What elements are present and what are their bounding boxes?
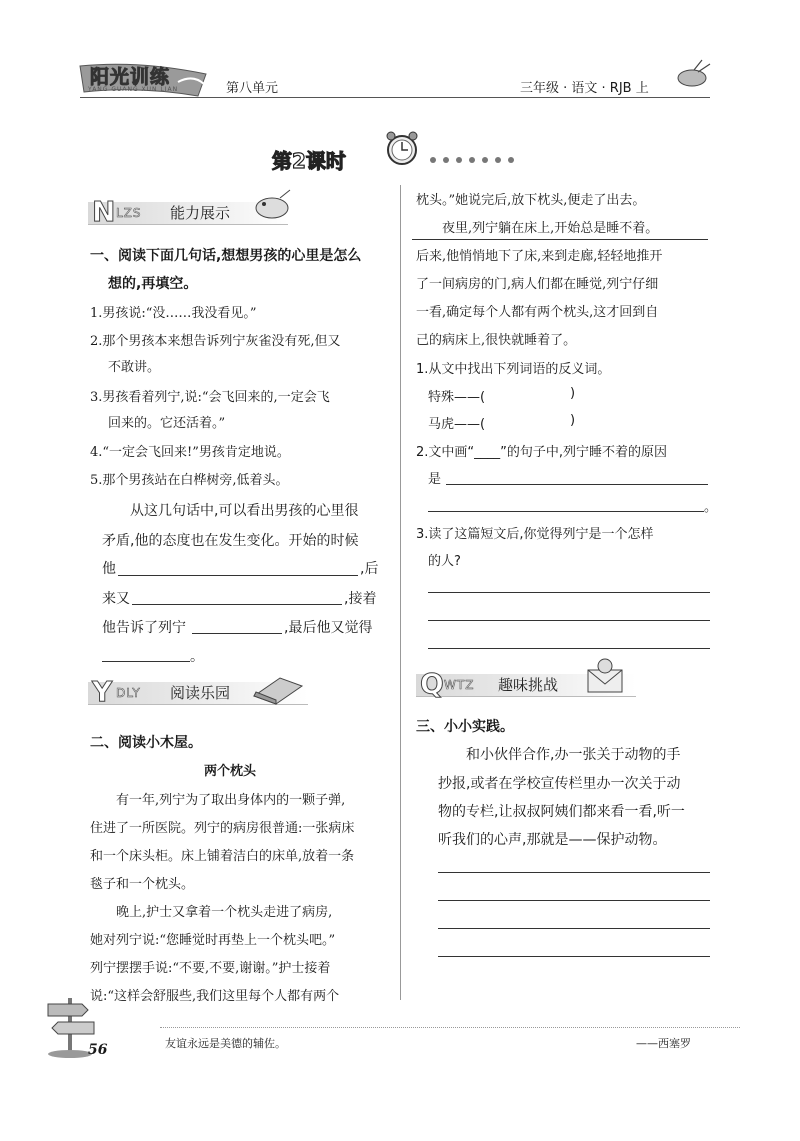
banner-title: 阅读乐园 bbox=[170, 684, 231, 702]
fill-label: 。 bbox=[190, 649, 204, 665]
antonym-prompt: 特殊——( bbox=[428, 390, 486, 405]
logo-title: 阳光训练 bbox=[90, 66, 171, 88]
sub-question-3: 3.读了这篇短文后,你觉得列宁是一个怎样 bbox=[416, 527, 654, 542]
q1-item: 回来的。它还活着。” bbox=[108, 416, 226, 431]
answer-blank[interactable] bbox=[428, 511, 704, 512]
q1-paragraph: 从这几句话中,可以看出男孩的心里很 bbox=[130, 503, 359, 519]
answer-blank[interactable] bbox=[132, 604, 342, 605]
story-line: 和一个床头柜。床上铺着洁白的床单,放着一条 bbox=[90, 849, 355, 864]
answer-blank[interactable] bbox=[192, 633, 282, 634]
period: 。 bbox=[704, 500, 718, 515]
q3-line: 物的专栏,让叔叔阿姨们都来看一看,听一 bbox=[438, 804, 685, 820]
story-line: 毯子和一个枕头。 bbox=[90, 877, 195, 892]
fill-label: ,最后他又觉得 bbox=[284, 620, 373, 636]
antonym-prompt: 马虎——( bbox=[428, 417, 486, 432]
answer-line[interactable] bbox=[438, 900, 710, 901]
page-number: 56 bbox=[88, 1042, 108, 1058]
lesson-deco-dots bbox=[428, 155, 524, 165]
answer-line[interactable] bbox=[438, 956, 710, 957]
fill-label: 他告诉了列宁 bbox=[102, 620, 186, 636]
sub-question-2: 2.文中画“____”的句子中,列宁睡不着的原因 bbox=[416, 445, 668, 460]
q3-line: 听我们的心声,那就是——保护动物。 bbox=[438, 832, 667, 848]
grade-label: 三年级 · 语文 · RJB 上 bbox=[520, 81, 649, 96]
story-line: 了一间病房的门,病人们都在睡觉,列宁仔细 bbox=[416, 277, 659, 292]
story-line: 她对列宁说:“您睡觉时再垫上一个枕头吧。” bbox=[90, 933, 336, 948]
sub-question-1: 1.从文中找出下列词语的反义词。 bbox=[416, 362, 611, 377]
underlined-sentence bbox=[412, 239, 708, 240]
banner-letter: Q bbox=[420, 667, 444, 700]
story-line: 后来,他悄悄地下了床,来到走廊,轻轻地推开 bbox=[416, 249, 663, 264]
fill-label: ,接着 bbox=[344, 591, 377, 607]
antonym-close: ) bbox=[570, 386, 576, 401]
q1-item: 3.男孩看着列宁,说:“会飞回来的,一定会飞 bbox=[90, 390, 330, 405]
q1-title-line1: 一、阅读下面几句话,想想男孩的心里是怎么 bbox=[90, 248, 362, 264]
answer-line[interactable] bbox=[428, 648, 710, 649]
answer-line[interactable] bbox=[428, 620, 710, 621]
envelope-smile-icon bbox=[584, 656, 628, 696]
q1-title-line2: 想的,再填空。 bbox=[108, 276, 198, 292]
answer-blank[interactable] bbox=[118, 575, 358, 576]
unit-label: 第八单元 bbox=[226, 81, 279, 96]
q1-item: 2.那个男孩本来想告诉列宁灰雀没有死,但又 bbox=[90, 334, 341, 349]
antonym-close: ) bbox=[570, 413, 576, 428]
q1-paragraph: 矛盾,他的态度也在发生变化。开始的时候 bbox=[102, 533, 359, 549]
q2-title: 二、阅读小木屋。 bbox=[90, 735, 202, 751]
bird-cartoon-icon bbox=[250, 186, 296, 222]
fill-label: 来又 bbox=[102, 591, 130, 607]
answer-blank[interactable] bbox=[446, 484, 708, 485]
answer-line[interactable] bbox=[428, 592, 710, 593]
answer-line[interactable] bbox=[438, 928, 710, 929]
q1-item: 5.那个男孩站在白桦树旁,低着头。 bbox=[90, 473, 289, 488]
footer-quote: 友谊永远是美德的辅佐。 bbox=[165, 1037, 286, 1050]
banner-title: 能力展示 bbox=[170, 204, 231, 222]
banner-letter: Y bbox=[92, 675, 113, 708]
q3-title: 三、小小实践。 bbox=[416, 719, 514, 735]
sub-question-2-cont: 是 bbox=[428, 472, 442, 487]
banner-code: LZS bbox=[116, 206, 142, 220]
fill-label: 他 bbox=[102, 561, 116, 577]
header-divider bbox=[80, 97, 710, 98]
banner-code: WTZ bbox=[444, 678, 475, 692]
story-line: 枕头。”她说完后,放下枕头,便走了出去。 bbox=[416, 193, 646, 208]
answer-blank[interactable] bbox=[102, 661, 190, 662]
banner-letter: N bbox=[92, 195, 116, 228]
fill-label: ,后 bbox=[360, 561, 379, 577]
story-line: 一看,确定每个人都有两个枕头,这才回到自 bbox=[416, 305, 659, 320]
story-line: 己的病床上,很快就睡着了。 bbox=[416, 333, 577, 348]
story-title: 两个枕头 bbox=[204, 764, 257, 779]
logo-subtitle: YANG GUANG XUN LIAN bbox=[88, 86, 179, 93]
story-line: 住进了一所医院。列宁的病房很普通:一张病床 bbox=[90, 821, 355, 836]
column-divider bbox=[400, 185, 401, 1000]
story-line: 列宁摆摆手说:“不要,不要,谢谢。”护士接着 bbox=[90, 961, 331, 976]
books-icon bbox=[252, 672, 304, 706]
story-line: 有一年,列宁为了取出身体内的一颗子弹, bbox=[116, 793, 346, 808]
answer-line[interactable] bbox=[438, 872, 710, 873]
insect-icon bbox=[672, 58, 712, 90]
banner-title: 趣味挑战 bbox=[498, 676, 559, 694]
lesson-title: 第2课时 bbox=[272, 149, 346, 173]
story-line: 夜里,列宁躺在床上,开始总是睡不着。 bbox=[442, 221, 659, 236]
q1-item: 4.“一定会飞回来!”男孩肯定地说。 bbox=[90, 445, 290, 460]
q3-line: 和小伙伴合作,办一张关于动物的手 bbox=[466, 747, 681, 763]
story-line: 说:“这样会舒服些,我们这里每个人都有两个 bbox=[90, 989, 340, 1004]
footer-quote-author: ——西塞罗 bbox=[636, 1037, 691, 1050]
alarm-clock-icon bbox=[382, 128, 426, 168]
story-line: 晚上,护士又拿着一个枕头走进了病房, bbox=[116, 905, 333, 920]
sub-question-3-cont: 的人? bbox=[428, 554, 461, 569]
q3-line: 抄报,或者在学校宣传栏里办一次关于动 bbox=[438, 776, 681, 792]
banner-code: DLY bbox=[116, 686, 141, 700]
q1-item: 1.男孩说:“没……我没看见。” bbox=[90, 306, 257, 321]
footer-divider bbox=[160, 1027, 740, 1028]
q1-item: 不敢讲。 bbox=[108, 360, 161, 375]
